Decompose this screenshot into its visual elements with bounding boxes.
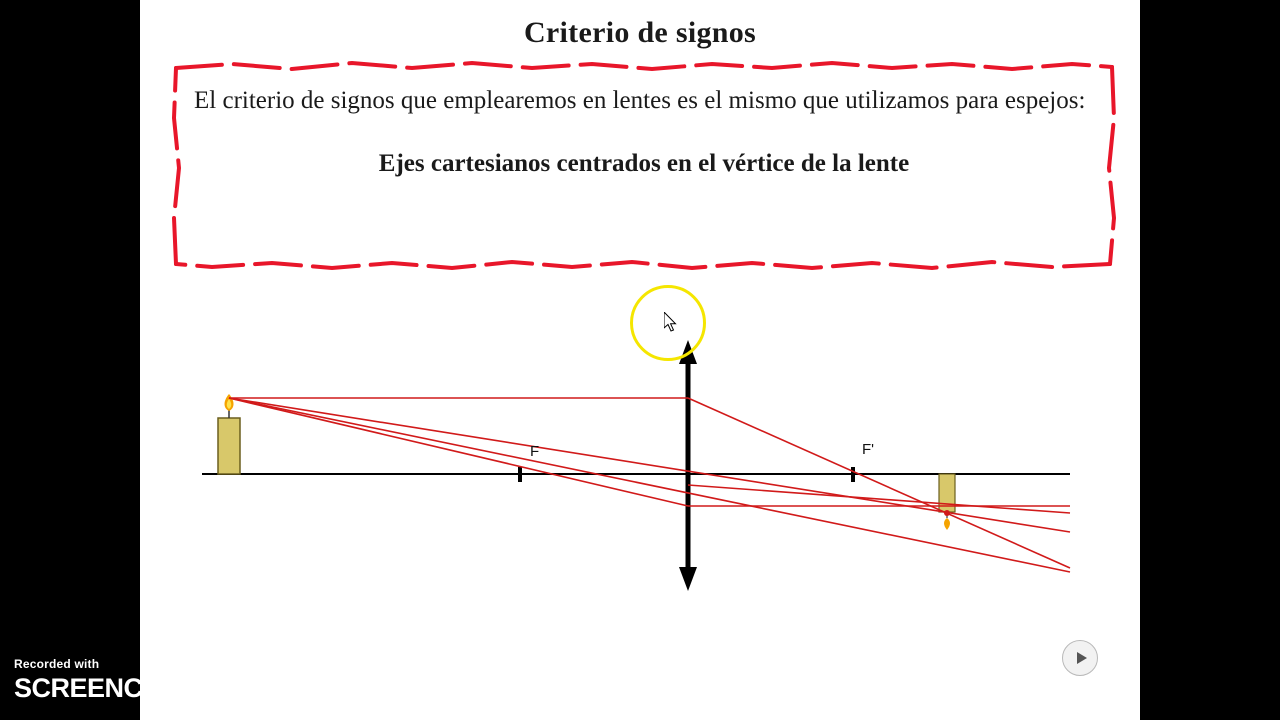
focal-point-right-label: F' <box>862 441 875 458</box>
image-point <box>944 510 950 516</box>
box-emphasis: Ejes cartesianos centrados en el vértice de la lente <box>378 150 910 177</box>
image-candle-inverted <box>939 474 955 530</box>
play-button[interactable] <box>1062 640 1098 676</box>
optics-diagram <box>140 300 1140 640</box>
watermark-brand-part1: SCREENCAST <box>14 673 196 703</box>
object-candle <box>218 394 240 474</box>
focal-point-left-label: F <box>530 443 540 460</box>
box-paragraph: El criterio de signos que emplearemos en lentes es el mismo que utilizamos para espejos: <box>194 87 1086 114</box>
highlighted-text-box <box>172 58 1116 270</box>
watermark-line1: Recorded with <box>14 657 100 671</box>
mouse-cursor <box>664 312 680 334</box>
watermark-brand <box>14 673 302 704</box>
slide-canvas <box>140 0 1140 720</box>
watermark-brand-part2: MATIC <box>221 673 303 703</box>
screencast-watermark <box>14 657 302 704</box>
lens-arrow-bottom <box>679 567 697 591</box>
play-triangle-icon <box>1077 652 1087 664</box>
ray-diagram-svg <box>140 300 1140 640</box>
box-text-wrapper <box>194 82 1094 178</box>
watermark-ring-icon <box>197 678 219 700</box>
page-title: Criterio de signos <box>523 16 757 49</box>
